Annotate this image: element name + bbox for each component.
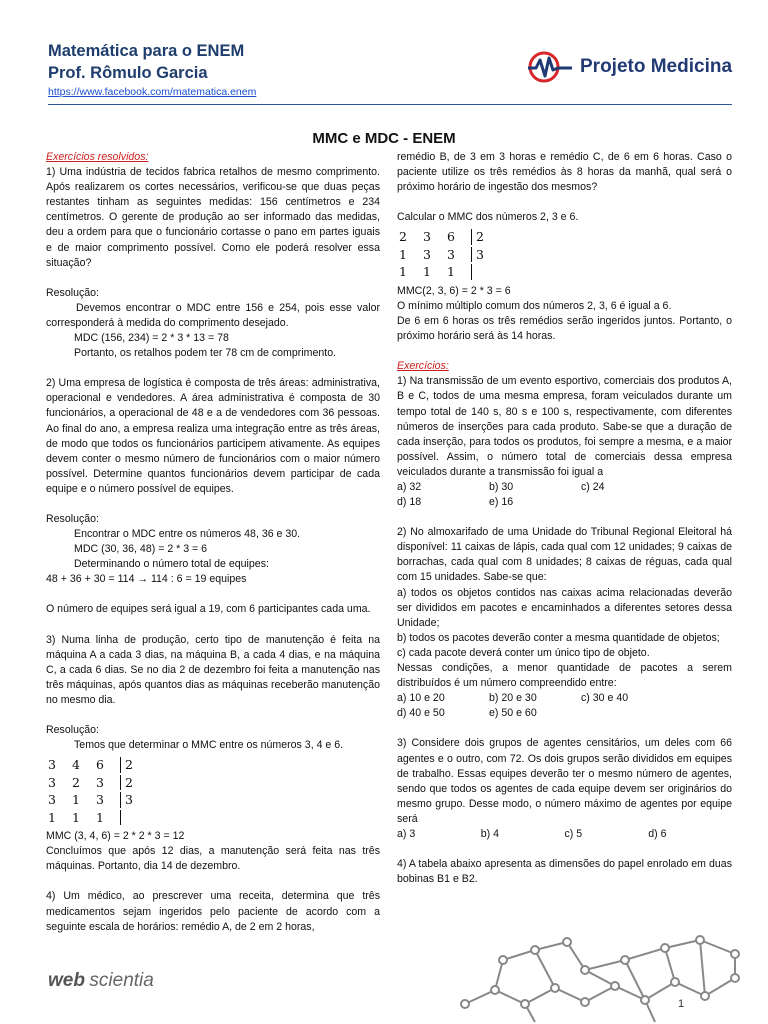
question-1: 1) Uma indústria de tecidos fabrica retalhos de mesmo comprimento. Após realizarem os cortes necessários, verificou-se que duas peças restantes tinham as seguintes medidas: 156 centímetros e 234 centímetros. O gerente de produção ao ser informado das medidas, deu a ordem para que o funcionário cortasse o pano em partes iguais e de maior comprimento possível. Como ele poderá resolver essa situação?: [46, 166, 380, 269]
option: a) 10 e 20: [397, 692, 445, 705]
course-title: Matemática para o ENEM: [48, 42, 245, 60]
answer-options: [397, 706, 732, 721]
answer-options: [397, 480, 732, 495]
option: b) 4: [480, 827, 500, 840]
question-2: 2) Uma empresa de logística é composta de três áreas: administrativa, operacional e vendedores. A área administrativa é composta de 30 funcionários, a operacional de 48 e a de vendedores com 36 pessoas. Ao final do ano, a empresa realiza uma integração entre as três áreas, de modo que todos os funcionários participem ativamente. As equipes devem conter o mesmo número de funcionários com o maior número possível. Determine quantos funcionários devem participar de cada equipe e o número possível de equipes.: [46, 377, 380, 495]
exercise-2-item-b: b) todos os pacotes deverão conter a mesma quantidade de objetos;: [397, 631, 720, 644]
table-row: 3 1 3 3: [48, 792, 140, 808]
option: b) 30: [489, 481, 514, 493]
brand-logo: [526, 50, 736, 84]
factorization-table: [397, 227, 493, 282]
factorization-table: [46, 755, 142, 827]
resolution-conclusion: De 6 em 6 horas os três remédios serão ingeridos juntos. Portanto, o próximo horário será às 14 horas.: [397, 315, 732, 343]
footer-scientia: scientia: [89, 970, 154, 991]
header-divider: [48, 104, 732, 105]
resolution-conclusion: Portanto, os retalhos podem ter 78 cm de comprimento.: [74, 347, 337, 360]
resolution-conclusion: O número de equipes será igual a 19, com 6 participantes cada uma.: [46, 603, 371, 616]
resolution-calc: MMC (3, 4, 6) = 2 * 2 * 3 = 12: [46, 830, 185, 843]
option: c) 30 e 40: [581, 692, 629, 705]
exercise-2-question: Nessas condições, a menor quantidade de pacotes a serem distribuídos é um número compreendido entre:: [397, 662, 732, 690]
page-header: [48, 40, 732, 104]
answer-options: [397, 691, 732, 706]
facebook-link[interactable]: https://www.facebook.com/matematica.enem: [48, 86, 257, 98]
footer-logo: [48, 970, 154, 1000]
option: b) 20 e 30: [489, 692, 537, 705]
exercise-4: 4) A tabela abaixo apresenta as dimensões do papel enrolado em duas bobinas B1 e B2.: [397, 858, 732, 886]
left-column: [46, 150, 380, 935]
resolution-line: Temos que determinar o MMC entre os números 3, 4 e 6.: [74, 739, 344, 752]
table-row: 1 1 1: [48, 810, 140, 826]
document-title: MMC e MDC - ENEM: [312, 130, 456, 147]
exercise-2-item-a: a) todos os objetos contidos nas caixas acima relacionadas deverão ser divididos em pacotes e encaminhados a diferentes setores dessa Unidade;: [397, 586, 732, 629]
resolution-label: Resolução:: [46, 512, 99, 525]
question-4-continued: remédio B, de 3 em 3 horas e remédio C, de 6 em 6 horas. Caso o paciente utilize os três remédios às 8 horas da manhã, qual será o próximo horário de ingestão dos mesmos?: [397, 151, 732, 194]
footer-web: web: [48, 970, 85, 991]
option: c) 24: [581, 481, 605, 493]
resolution-line: Encontrar o MDC entre os números 48, 36 e 30.: [74, 528, 301, 541]
section-exercises-heading: Exercícios:: [397, 360, 449, 373]
section-solved-heading: Exercícios resolvidos:: [46, 151, 149, 163]
table-row: 3 4 6 2: [48, 757, 140, 773]
exercise-2: 2) No almoxarifado de uma Unidade do Tribunal Regional Eleitoral há disponível: 11 caixas de lápis, cada qual com 12 unidades; 9 caixas de borrachas, cada qual com 8 unidades; 8 caixas de réguas, cada qual com 15 unidades. Sabe-se que:: [397, 526, 732, 584]
option: d) 18: [397, 496, 422, 509]
molecule-decoration-icon: [455, 930, 755, 1024]
resolution-label: Resolução:: [46, 286, 99, 299]
table-row: 2 3 6 2: [399, 229, 491, 245]
option: d) 6: [648, 827, 667, 840]
professor-name: Prof. Rômulo Garcia: [48, 64, 208, 82]
resolution-calc: MDC (156, 234) = 2 * 3 * 13 = 78: [74, 332, 229, 345]
resolution-line: MDC (30, 36, 48) = 2 * 3 = 6: [74, 543, 208, 556]
question-4: 4) Um médico, ao prescrever uma receita, determina que três medicamentos sejam ingeridos pelo paciente de acordo com a seguinte escala de horários: remédio A, de 2 em 2 horas,: [46, 890, 380, 933]
resolution-conclusion: Concluímos que após 12 dias, a manutenção será feita nas três máquinas. Portanto, dia 14 de dezembro.: [46, 845, 380, 873]
table-row: 1 1 1: [399, 264, 491, 280]
resolution-text: Devemos encontrar o MDC entre 156 e 254, pois esse valor corresponderá à medida do comprimento desejado.: [46, 301, 380, 329]
option: e) 16: [489, 496, 514, 509]
question-3: 3) Numa linha de produção, certo tipo de manutenção é feita na máquina A a cada 3 dias, na máquina B, a cada 4 dias, e na máquina C, a cada 6 dias. Se no dia 2 de dezembro foi feita a manutenção nas três máquinas, após quantos dias as máquinas receberão manutenção no mesmo dia.: [46, 633, 380, 706]
brand-name: Projeto Medicina: [580, 56, 733, 77]
table-row: 1 3 3 3: [399, 247, 491, 263]
option: a) 32: [397, 481, 422, 493]
exercise-2-item-c: c) cada pacote deverá conter um único tipo de objeto.: [397, 646, 650, 659]
answer-options: [397, 827, 732, 842]
resolution-line: Calcular o MMC dos números 2, 3 e 6.: [397, 211, 579, 224]
answer-options: [397, 495, 732, 510]
table-row: 3 2 3 2: [48, 775, 140, 791]
exercise-3: 3) Considere dois grupos de agentes censitários, um deles com 66 agentes e o outro, com 72. Os dois grupos serão divididos em equipes de trabalho. Essas equipes deverão ter o mesmo número de agentes, sendo que todos os agentes de cada equipe devem ser originários do mesmo grupo. Desse modo, o número máximo de agentes por equipe será: [397, 737, 732, 825]
exercise-1: 1) Na transmissão de um evento esportivo, comerciais dos produtos A, B e C, todos de uma mesma empresa, foram veiculados durante um tempo total de 140 s, 80 s e 100 s, respectivamente, com diferentes números de inserções para cada produto. Sabe-se que a duração de cada inserção, para todos os produtos, foi sempre a mesma, e a maior possível. Assim, o número total de comerciais dessa empresa veiculados durante a transmissão foi igual a: [397, 375, 732, 478]
option: a) 3: [397, 827, 416, 840]
option: e) 50 e 60: [489, 707, 537, 720]
resolution-label: Resolução:: [46, 724, 99, 736]
page-number: 1: [678, 998, 685, 1010]
resolution-calc: MMC(2, 3, 6) = 2 * 3 = 6: [397, 284, 511, 297]
option: c) 5: [564, 827, 583, 840]
resolution-line: 48 + 36 + 30 = 114 → 114 : 6 = 19 equipes: [46, 573, 247, 586]
right-column: [397, 150, 732, 887]
resolution-line: Determinando o número total de equipes:: [74, 558, 269, 571]
option: d) 40 e 50: [397, 707, 445, 720]
resolution-line: O mínimo múltiplo comum dos números 2, 3, 6 é igual a 6.: [397, 299, 672, 312]
heartbeat-logo-icon: [526, 50, 574, 84]
